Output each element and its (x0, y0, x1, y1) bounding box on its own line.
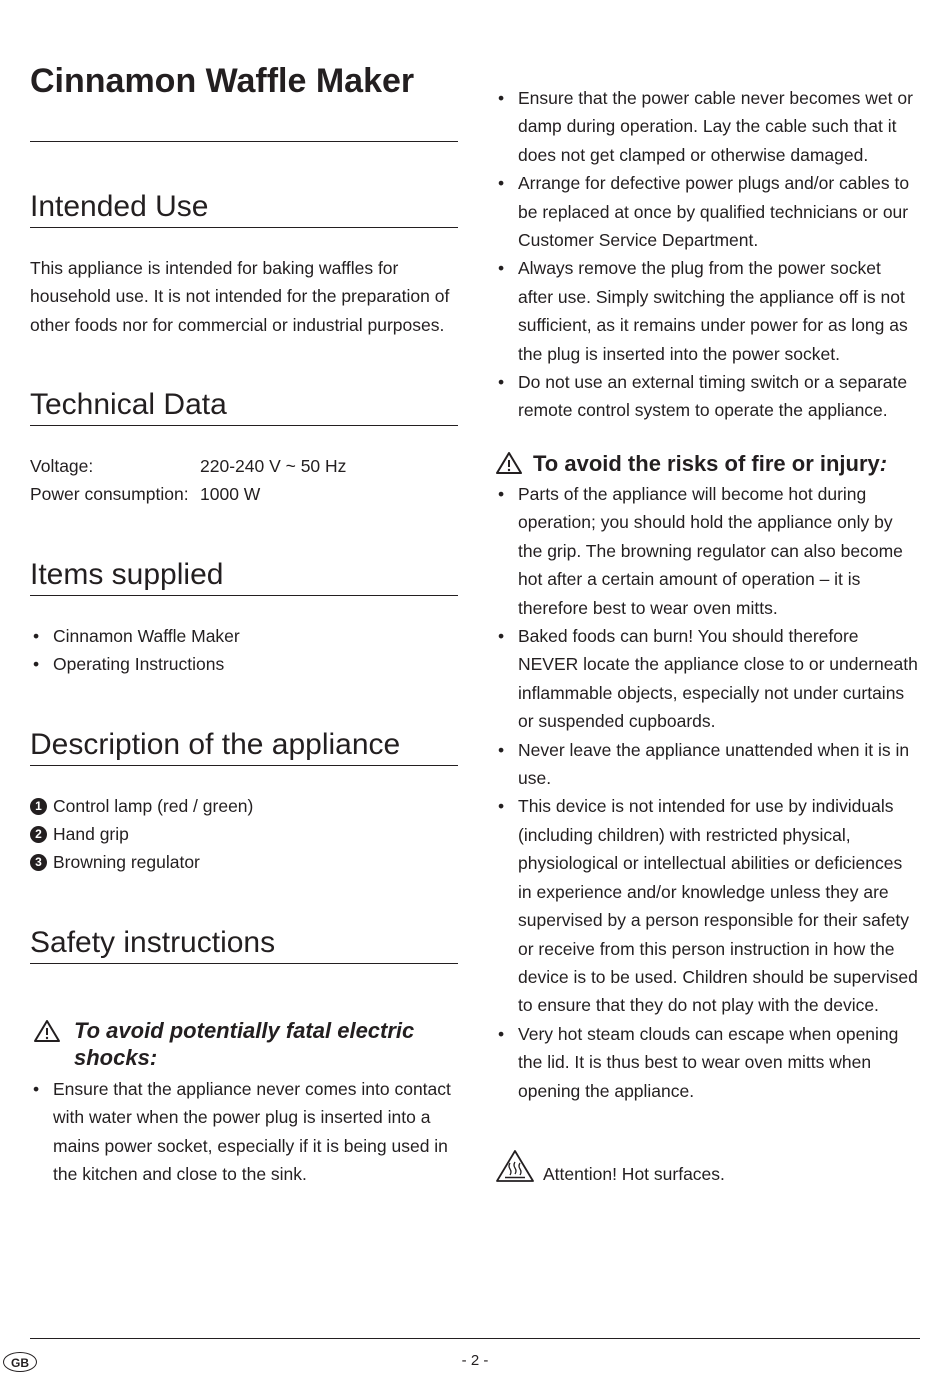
section-divider (30, 765, 458, 766)
spec-value: 220-240 V ~ 50 Hz (200, 456, 347, 476)
page-title: Cinnamon Waffle Maker (30, 62, 415, 100)
spec-row-power (30, 480, 260, 508)
items-supplied-heading: Items supplied (30, 558, 224, 591)
number-badge: 2 (30, 826, 47, 843)
description-heading: Description of the appliance (30, 728, 401, 761)
number-badge: 3 (30, 854, 47, 871)
safety-heading: Safety instructions (30, 926, 276, 959)
number-badge: 1 (30, 798, 47, 815)
fire-injury-warning-heading (533, 450, 887, 477)
spec-label: Voltage: (30, 456, 94, 476)
list-item: • Cinnamon Waffle Maker (30, 622, 460, 650)
electric-shock-list-right (495, 84, 920, 425)
list-item: • Ensure that the power cable never becomes wet or damp during operation. Lay the cable such that it does not get clamped or otherwise damaged. (495, 84, 920, 169)
country-badge: GB (3, 1352, 37, 1372)
electric-shock-list-left (30, 1075, 460, 1189)
list-item: • Never leave the appliance unattended when it is in use. (495, 736, 920, 793)
intended-use-text: This appliance is intended for baking waffles for household use. It is not intended for the preparation of other foods nor for commercial or industrial purposes. (30, 258, 450, 335)
part-label: Control lamp (red / green) (53, 796, 254, 816)
part-item-control-lamp (30, 792, 253, 820)
warning-triangle-icon (33, 1019, 61, 1043)
fire-injury-list (495, 480, 920, 1105)
hot-surface-icon (495, 1149, 535, 1183)
list-item: • Parts of the appliance will become hot during operation; you should hold the appliance only by the grip. The browning regulator can also become hot after a certain amount of operation – it is therefore best to wear oven mitts. (495, 480, 920, 622)
part-item-browning-regulator (30, 848, 200, 876)
list-item: • Always remove the plug from the power socket after use. Simply switching the appliance off is not sufficient, as it remains under power for as long as the plug is inserted into the power socket. (495, 254, 920, 368)
list-item: • Do not use an external timing switch or a separate remote control system to operate the appliance. (495, 368, 920, 425)
section-divider (30, 227, 458, 228)
spec-label: Power consumption: (30, 484, 189, 504)
fire-heading-text: To avoid the risks of fire or injury (533, 451, 880, 476)
hot-surface-note: Attention! Hot surfaces. (543, 1164, 725, 1184)
title-divider (30, 141, 458, 142)
list-item: • Ensure that the appliance never comes into contact with water when the power plug is inserted into a mains power socket, especially if it is being used in the kitchen and close to the sink. (30, 1075, 460, 1189)
fire-heading-colon: : (879, 451, 888, 476)
spec-value: 1000 W (200, 484, 261, 504)
technical-data-heading: Technical Data (30, 388, 227, 421)
list-item: • Baked foods can burn! You should therefore NEVER locate the appliance close to or underneath inflammable objects, especially not under curtains or suspended cupboards. (495, 622, 920, 736)
warning-triangle-icon (495, 451, 523, 475)
list-item: • Arrange for defective power plugs and/or cables to be replaced at once by qualified technicians or our Customer Service Department. (495, 169, 920, 254)
list-item: • This device is not intended for use by individuals (including children) with restricted physical, physiological or intellectual abilities or deficiences in experience and/or knowledge unless they are supervised by a person responsible for their safety or receive from this person instruction in how the device is to be used. Children should be supervised to ensure that they do not play with the device. (495, 792, 920, 1019)
section-divider (30, 963, 458, 964)
part-item-hand-grip (30, 820, 129, 848)
section-divider (30, 425, 458, 426)
footer-divider (30, 1338, 920, 1339)
list-item: • Very hot steam clouds can escape when opening the lid. It is thus best to wear oven mitts when opening the appliance. (495, 1020, 920, 1105)
part-label: Browning regulator (53, 852, 200, 872)
spec-row-voltage (30, 452, 346, 480)
section-divider (30, 595, 458, 596)
list-item: • Operating Instructions (30, 650, 460, 678)
part-label: Hand grip (53, 824, 129, 844)
page-number: - 2 - (461, 1352, 489, 1369)
intended-use-heading: Intended Use (30, 190, 209, 223)
electric-shock-warning-heading: To avoid potentially fatal electric shocks: (74, 1018, 415, 1070)
items-supplied-list (30, 622, 460, 679)
